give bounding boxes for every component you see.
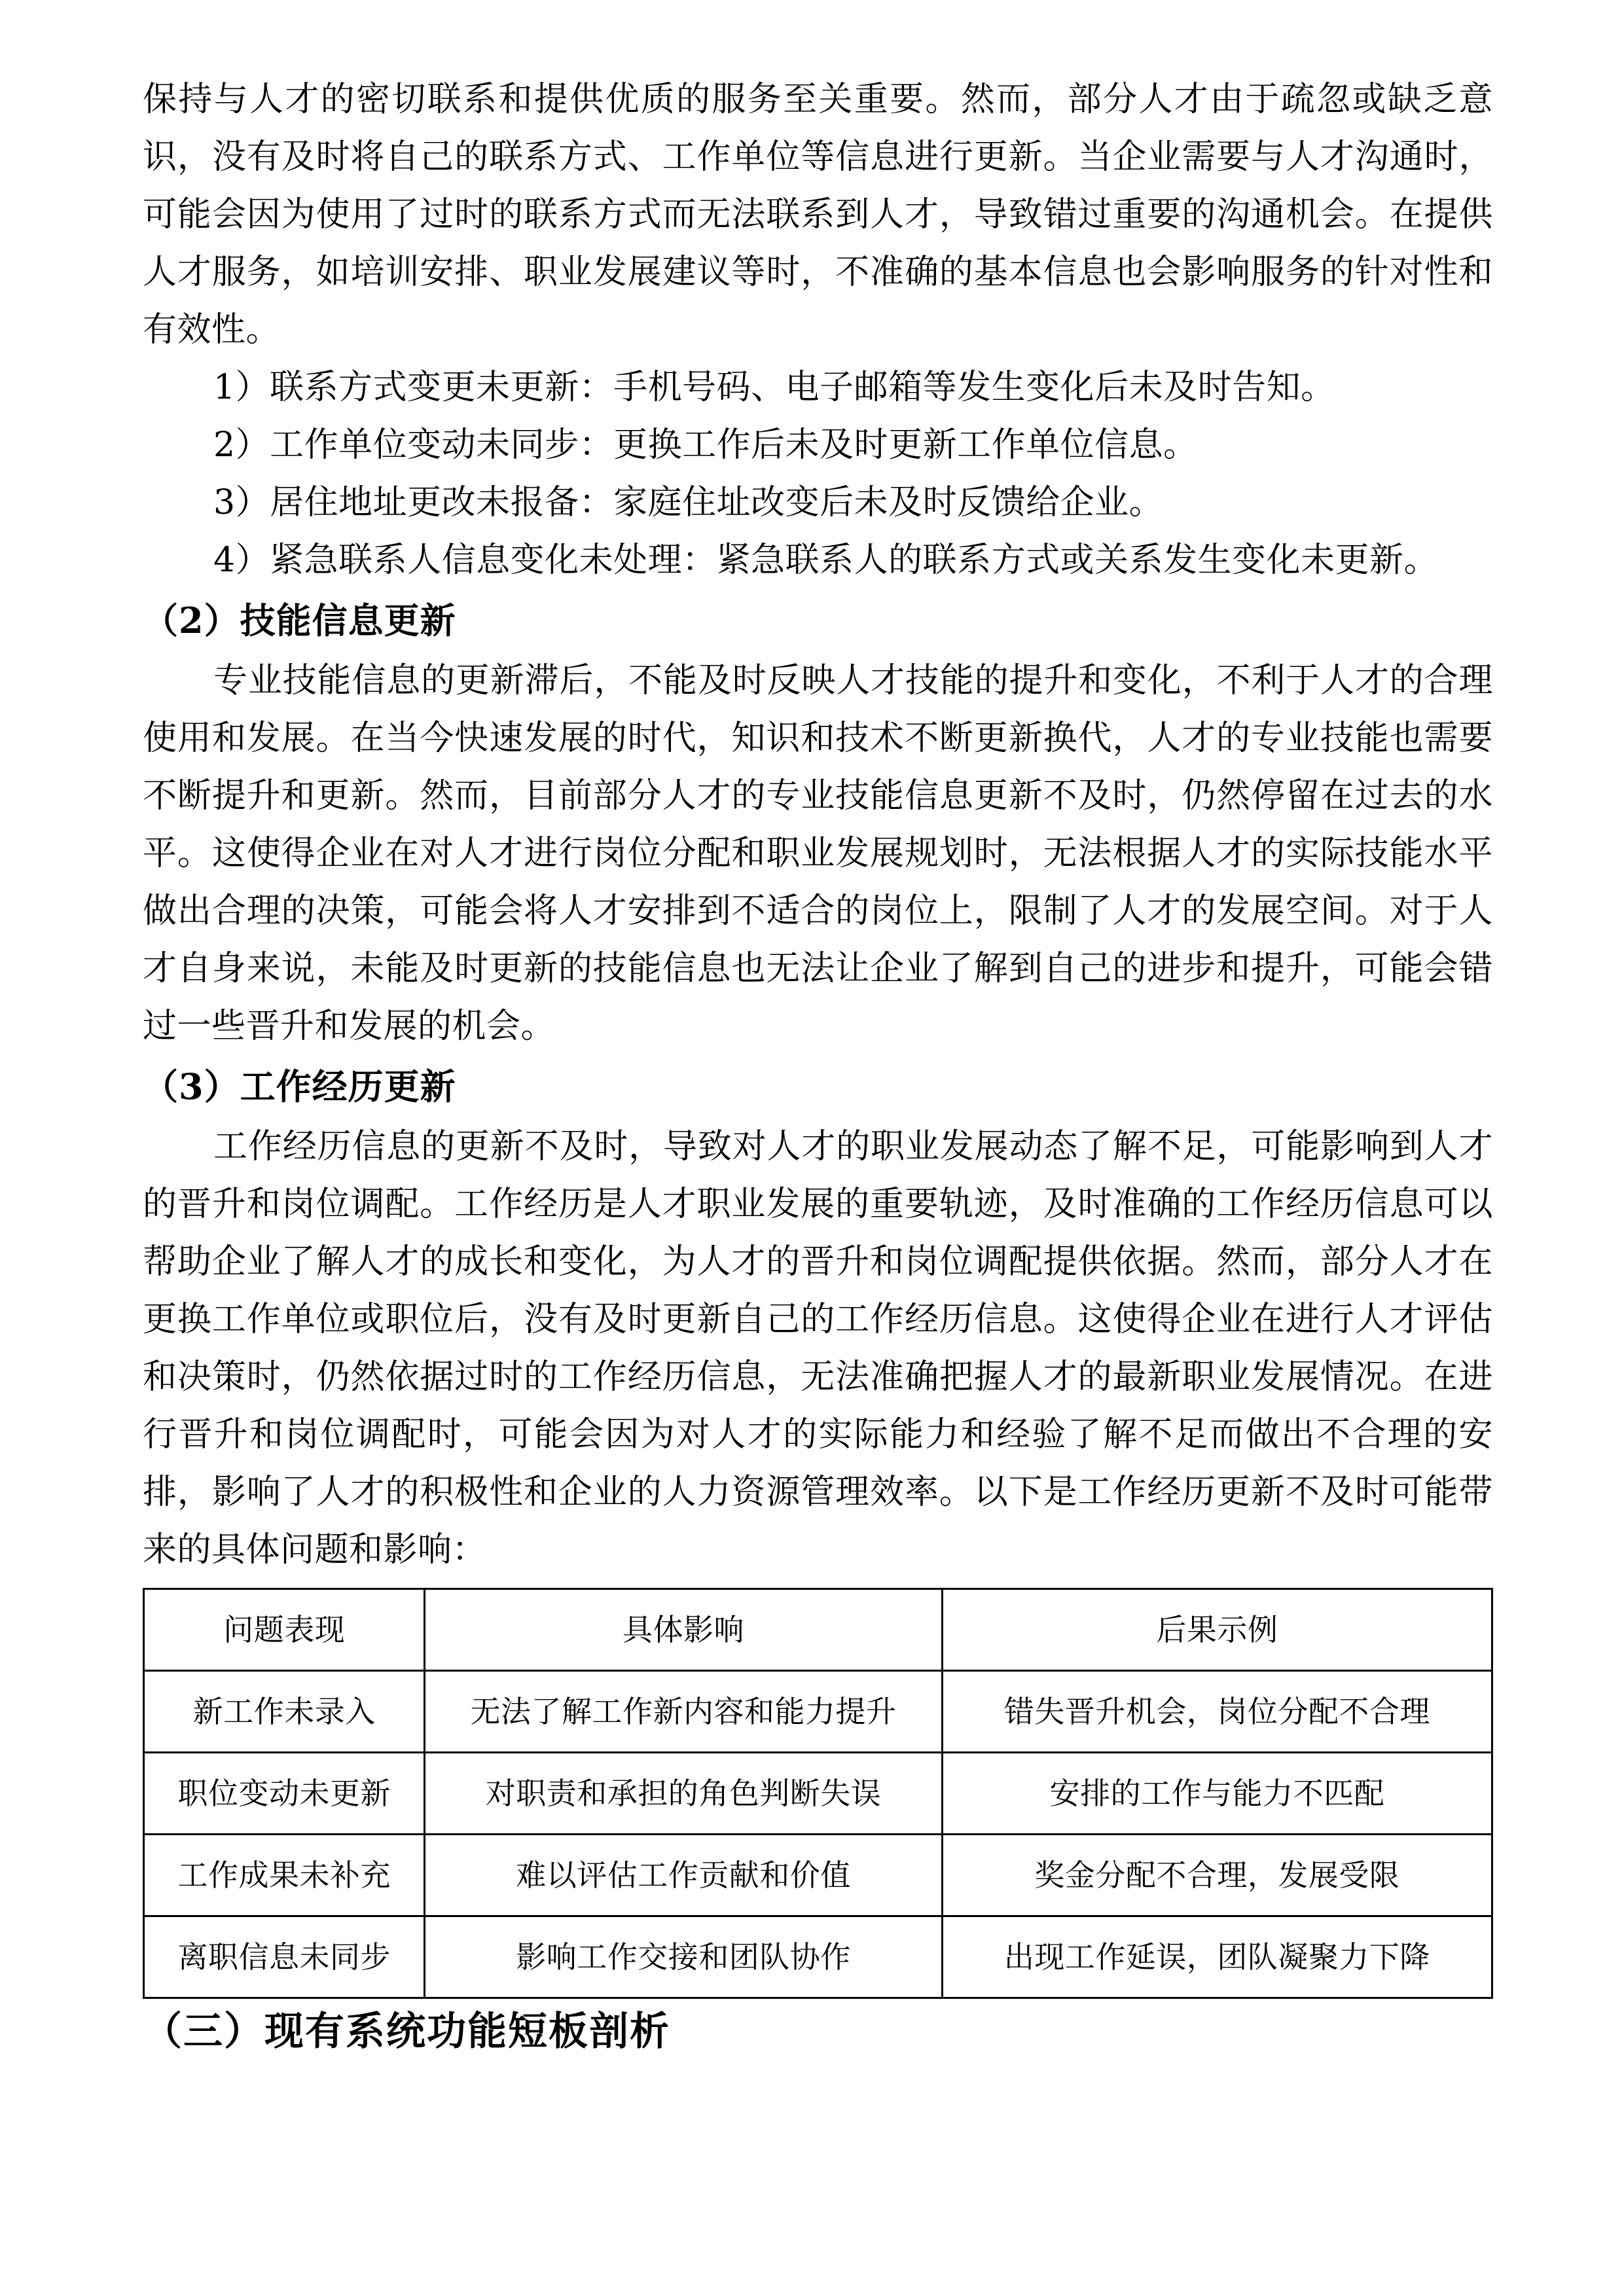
- table-row: [144, 1916, 1492, 1998]
- paragraph-intro: 保持与人才的密切联系和提供优质的服务至关重要。然而，部分人才由于疏忽或缺乏意识，没有及时将自己的联系方式、工作单位等信息进行更新。当企业需要与人才沟通时，可能会因为使用了过时的联系方式而无法联系到人才，导致错过重要的沟通机会。在提供人才服务，如培训安排、职业发展建议等时，不准确的基本信息也会影响服务的针对性和有效性。: [143, 80, 1493, 350]
- table-cell: 离职信息未同步: [144, 1916, 425, 1998]
- paragraph-work-experience: 工作经历信息的更新不及时，导致对人才的职业发展动态了解不足，可能影响到人才的晋升和岗位调配。工作经历是人才职业发展的重要轨迹，及时准确的工作经历信息可以帮助企业了解人才的成长和变化，为人才的晋升和岗位调配提供依据。然而，部分人才在更换工作单位或职位后，没有及时更新自己的工作经历信息。这使得企业在进行人才评估和决策时，仍然依据过时的工作经历信息，无法准确把握人才的最新职业发展情况。在进行晋升和岗位调配时，可能会因为对人才的实际能力和经验了解不足而做出不合理的安排，影响了人才的积极性和企业的人力资源管理效率。以下是工作经历更新不及时可能带来的具体问题和影响：: [143, 1127, 1493, 1570]
- table-cell: 职位变动未更新: [144, 1753, 425, 1835]
- table-body: [144, 1671, 1492, 1998]
- table-cell: 出现工作延误，团队凝聚力下降: [942, 1916, 1492, 1998]
- table-cell: 错失晋升机会，岗位分配不合理: [942, 1671, 1492, 1753]
- paragraph-skill-update: 专业技能信息的更新滞后，不能及时反映人才技能的提升和变化，不利于人才的合理使用和发展。在当今快速发展的时代，知识和技术不断更新换代，人才的专业技能也需要不断提升和更新。然而，目前部分人才的专业技能信息更新不及时，仍然停留在过去的水平。这使得企业在对人才进行岗位分配和职业发展规划时，无法根据人才的实际技能水平做出合理的决策，可能会将人才安排到不适合的岗位上，限制了人才的发展空间。对于人才自身来说，未能及时更新的技能信息也无法让企业了解到自己的进步和提升，可能会错过一些晋升和发展的机会。: [143, 661, 1493, 1046]
- table-cell: 影响工作交接和团队协作: [425, 1916, 942, 1998]
- table-header: [144, 1589, 1492, 1671]
- heading-skill-update: （2）技能信息更新: [143, 600, 456, 641]
- list-item: 3）居住地址更改未报备：家庭住址改变后未及时反馈给企业。: [213, 483, 1164, 522]
- table-cell: 新工作未录入: [144, 1671, 425, 1753]
- table-header-cell: 具体影响: [425, 1589, 942, 1671]
- table-row: [144, 1671, 1492, 1753]
- problem-impact-table: [143, 1588, 1493, 1999]
- table-cell: 奖金分配不合理，发展受限: [942, 1835, 1492, 1916]
- table-wrapper: [143, 1588, 1493, 1999]
- table-header-cell: 后果示例: [942, 1589, 1492, 1671]
- list-item: 1）联系方式变更未更新：手机号码、电子邮箱等发生变化后未及时告知。: [213, 368, 1335, 407]
- list-item: 4）紧急联系人信息变化未处理：紧急联系人的联系方式或关系发生变化未更新。: [213, 541, 1439, 580]
- table-cell: 安排的工作与能力不匹配: [942, 1753, 1492, 1835]
- heading-work-experience: （3）工作经历更新: [143, 1066, 456, 1107]
- table-cell: 对职责和承担的角色判断失误: [425, 1753, 942, 1835]
- table-header-row: [144, 1589, 1492, 1671]
- table-header-cell: 问题表现: [144, 1589, 425, 1671]
- table-cell: 无法了解工作新内容和能力提升: [425, 1671, 942, 1753]
- table-row: [144, 1753, 1492, 1835]
- list-item: 2）工作单位变动未同步：更换工作后未及时更新工作单位信息。: [213, 425, 1198, 465]
- heading-section-three: （三）现有系统功能短板剖析: [143, 2009, 670, 2054]
- table-cell: 难以评估工作贡献和价值: [425, 1835, 942, 1916]
- table-row: [144, 1835, 1492, 1916]
- table-cell: 工作成果未补充: [144, 1835, 425, 1916]
